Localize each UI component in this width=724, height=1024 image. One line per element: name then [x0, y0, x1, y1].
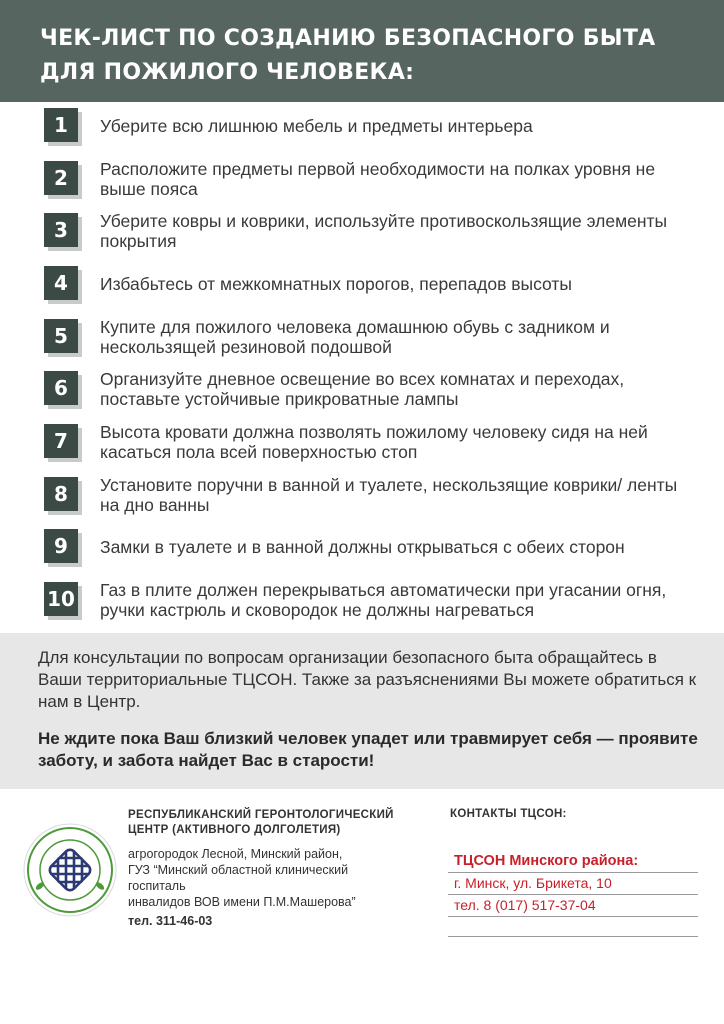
item-text: Организуйте дневное освещение во всех комнатах и переходах, поставьте устойчивые прикроватные лампы — [100, 369, 625, 409]
checklist-item — [44, 159, 704, 203]
item-number-box — [44, 529, 78, 563]
organization-phone: тел. 311-46-03 — [128, 914, 213, 928]
item-text: Уберите всю лишнюю мебель и предметы интерьера — [100, 116, 533, 136]
checklist-item — [44, 211, 704, 255]
title-line-2: ДЛЯ ПОЖИЛОГО ЧЕЛОВЕКА: — [40, 60, 415, 85]
item-text: Расположите предметы первой необходимости на полках уровня не выше пояса — [100, 159, 656, 199]
item-text: Избабьтесь от межкомнатных порогов, перепадов высоты — [100, 274, 572, 294]
contact-name-text: ТЦСОН Минского района: — [454, 853, 639, 869]
item-number: 4 — [54, 271, 68, 295]
checklist-item — [44, 422, 704, 466]
center-logo — [22, 822, 118, 918]
item-text: Газ в плите должен перекрываться автоматически при угасании огня, ручки кастрюль и сковородок не должны нагреваться — [100, 580, 667, 620]
checklist-item — [44, 106, 704, 150]
item-number-box — [44, 371, 78, 405]
item-number: 2 — [54, 166, 68, 190]
checklist-item — [44, 369, 704, 413]
page-title — [40, 22, 700, 90]
item-number-box — [44, 161, 78, 195]
item-number-box — [44, 213, 78, 247]
checklist-item — [44, 580, 704, 624]
contact-address — [448, 872, 698, 895]
address-line: агрогородок Лесной, Минский район, — [128, 847, 343, 861]
header-banner — [0, 0, 724, 102]
item-text: Замки в туалете и в ванной должны открываться с обеих сторон — [100, 537, 625, 557]
item-number-box — [44, 477, 78, 511]
contacts-title: КОНТАКТЫ ТЦСОН: — [450, 808, 567, 820]
item-number-box — [44, 266, 78, 300]
address-line: ГУЗ “Минский областной клинический — [128, 863, 349, 877]
checklist-item — [44, 475, 704, 519]
item-text: Купите для пожилого человека домашнюю обувь с задником и нескользящей резиновой подошвой — [100, 317, 610, 357]
address-line: госпиталь — [128, 879, 186, 893]
consultation-text: Для консультации по вопросам организации безопасного быта обращайтесь в Ваши территориальные ТЦСОН. Также за разъяснениями Вы можете обратиться к нам в Центр. — [38, 648, 697, 711]
contact-phone-text: тел. 8 (017) 517-37-04 — [454, 897, 596, 913]
checklist-item — [44, 317, 704, 361]
contact-name — [448, 850, 698, 873]
item-text: Уберите ковры и коврики, используйте противоскользящие элементы покрытия — [100, 211, 668, 251]
item-text: Установите поручни в ванной и туалете, нескользящие коврики/ ленты на дно ванны — [100, 475, 678, 515]
item-number: 9 — [54, 534, 68, 558]
item-number: 3 — [54, 218, 68, 242]
item-number: 1 — [54, 113, 68, 137]
item-number: 10 — [47, 587, 75, 611]
contact-address-text: г. Минск, ул. Брикета, 10 — [454, 875, 612, 891]
contact-blank-line — [448, 914, 698, 937]
warning-text: Не ждите пока Ваш близкий человек упадет или травмирует себя — проявите заботу, и забота найдет Вас в старости! — [38, 729, 698, 770]
item-text: Высота кровати должна позволять пожилому человеку сидя на ней касаться пола всей поверхностью стоп — [100, 422, 648, 462]
item-number-box — [44, 424, 78, 458]
title-line-1: ЧЕК-ЛИСТ ПО СОЗДАНИЮ БЕЗОПАСНОГО БЫТА — [40, 26, 656, 51]
checklist-item — [44, 527, 704, 571]
item-number: 7 — [54, 429, 68, 453]
item-number: 5 — [54, 324, 68, 348]
organization-name: РЕСПУБЛИКАНСКИЙ ГЕРОНТОЛОГИЧЕСКИЙ ЦЕНТР (АКТИВНОГО ДОЛГОЛЕТИЯ) — [128, 809, 394, 836]
item-number-box — [44, 319, 78, 353]
item-number: 6 — [54, 376, 68, 400]
address-line: инвалидов ВОВ имени П.М.Машерова” — [128, 895, 356, 909]
item-number: 8 — [54, 482, 68, 506]
item-number-box — [44, 582, 78, 616]
item-number-box — [44, 108, 78, 142]
checklist-item — [44, 264, 704, 308]
organization-address — [128, 846, 428, 910]
logo-emblem-icon — [22, 822, 118, 918]
